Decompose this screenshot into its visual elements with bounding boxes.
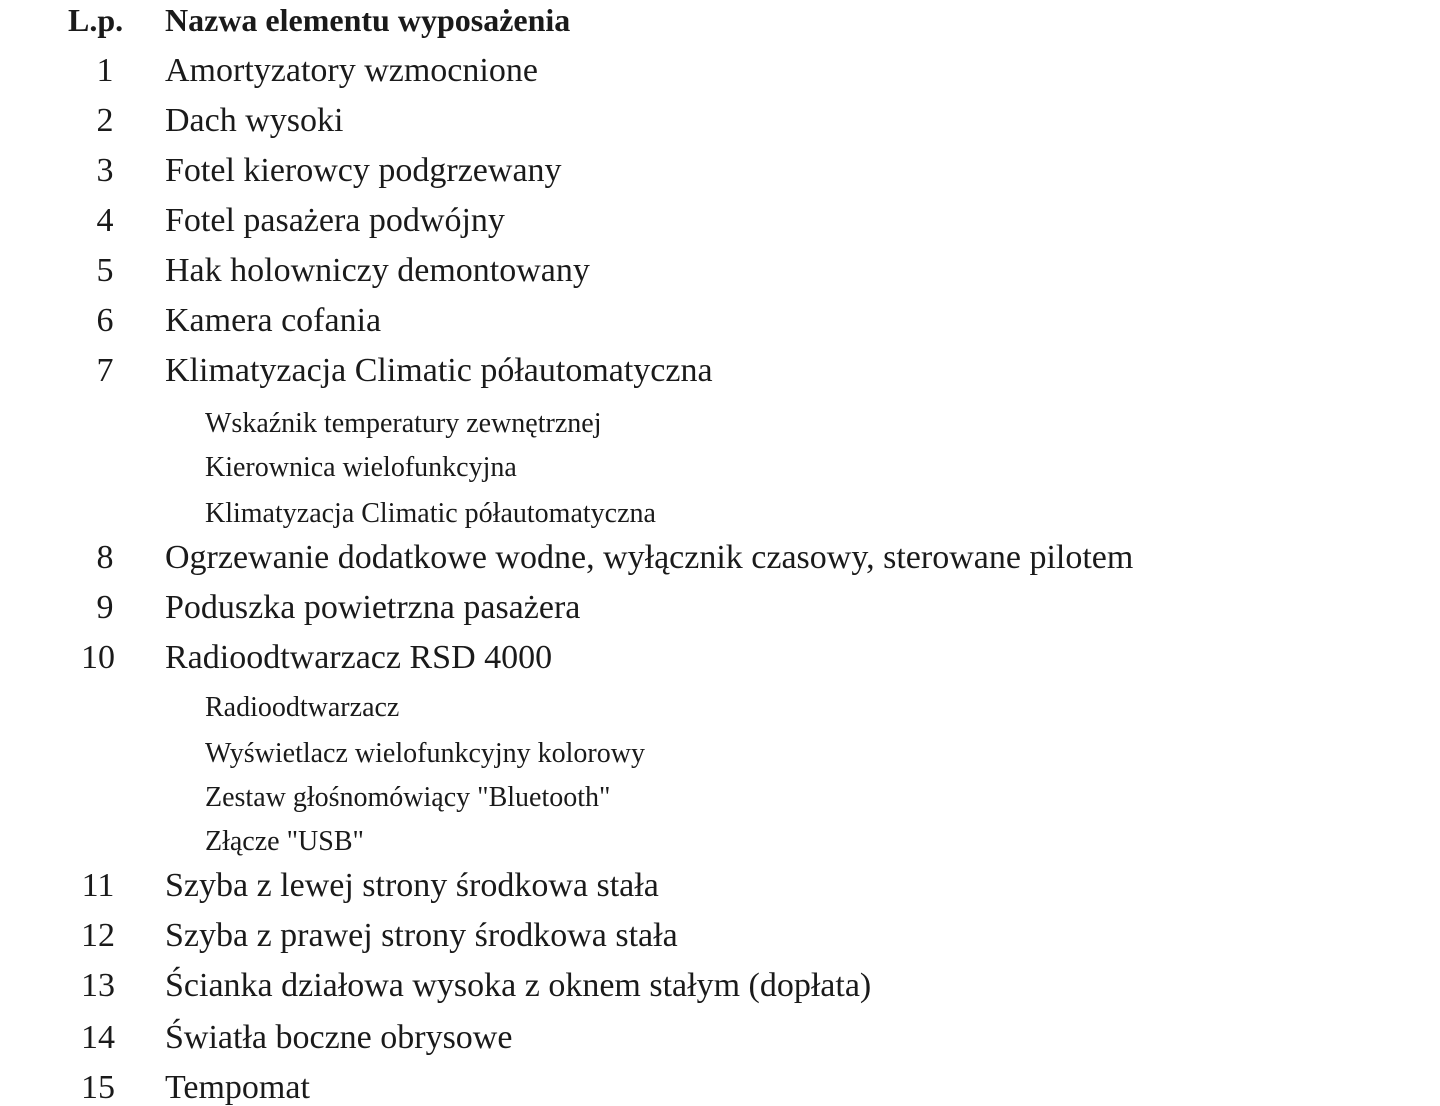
sub-item: Zestaw głośnomówiący "Bluetooth" bbox=[205, 782, 611, 813]
item-number: 9 bbox=[96, 589, 114, 626]
item-name: Radioodtwarzacz RSD 4000 bbox=[165, 639, 553, 676]
item-number: 4 bbox=[96, 202, 114, 239]
item-name: Fotel pasażera podwójny bbox=[165, 202, 505, 239]
sub-item: Klimatyzacja Climatic półautomatyczna bbox=[205, 498, 656, 529]
item-number: 7 bbox=[96, 352, 114, 389]
item-name: Dach wysoki bbox=[165, 102, 344, 139]
item-name: Ogrzewanie dodatkowe wodne, wyłącznik czasowy, sterowane pilotem bbox=[165, 539, 1134, 576]
item-number: 3 bbox=[96, 152, 114, 189]
item-name: Poduszka powietrzna pasażera bbox=[165, 589, 581, 626]
item-number: 6 bbox=[96, 302, 114, 339]
sub-item: Wskaźnik temperatury zewnętrznej bbox=[205, 408, 602, 439]
item-name: Szyba z lewej strony środkowa stała bbox=[165, 867, 659, 904]
sub-item: Kierownica wielofunkcyjna bbox=[205, 452, 517, 483]
item-name: Tempomat bbox=[165, 1069, 310, 1106]
sub-item: Wyświetlacz wielofunkcyjny kolorowy bbox=[205, 738, 645, 769]
sub-item: Złącze "USB" bbox=[205, 826, 364, 857]
item-number: 12 bbox=[81, 917, 115, 954]
item-number: 14 bbox=[81, 1019, 115, 1056]
item-name: Ścianka działowa wysoka z oknem stałym (dopłata) bbox=[165, 967, 872, 1004]
header-name: Nazwa elementu wyposażenia bbox=[165, 2, 571, 38]
item-name: Hak holowniczy demontowany bbox=[165, 252, 590, 289]
item-number: 5 bbox=[96, 252, 114, 289]
header-lp: L.p. bbox=[68, 2, 124, 38]
item-number: 1 bbox=[96, 52, 114, 89]
sub-item: Radioodtwarzacz bbox=[205, 692, 400, 723]
item-number: 13 bbox=[81, 967, 115, 1004]
item-number: 2 bbox=[96, 102, 114, 139]
item-name: Kamera cofania bbox=[165, 302, 382, 339]
item-name: Szyba z prawej strony środkowa stała bbox=[165, 917, 678, 954]
item-name: Amortyzatory wzmocnione bbox=[165, 52, 538, 89]
item-name: Fotel kierowcy podgrzewany bbox=[165, 152, 562, 189]
item-number: 10 bbox=[81, 639, 115, 676]
item-number: 15 bbox=[81, 1069, 115, 1106]
item-number: 11 bbox=[81, 867, 115, 904]
item-name: Światła boczne obrysowe bbox=[165, 1019, 513, 1056]
item-name: Klimatyzacja Climatic półautomatyczna bbox=[165, 352, 713, 389]
item-number: 8 bbox=[96, 539, 114, 576]
